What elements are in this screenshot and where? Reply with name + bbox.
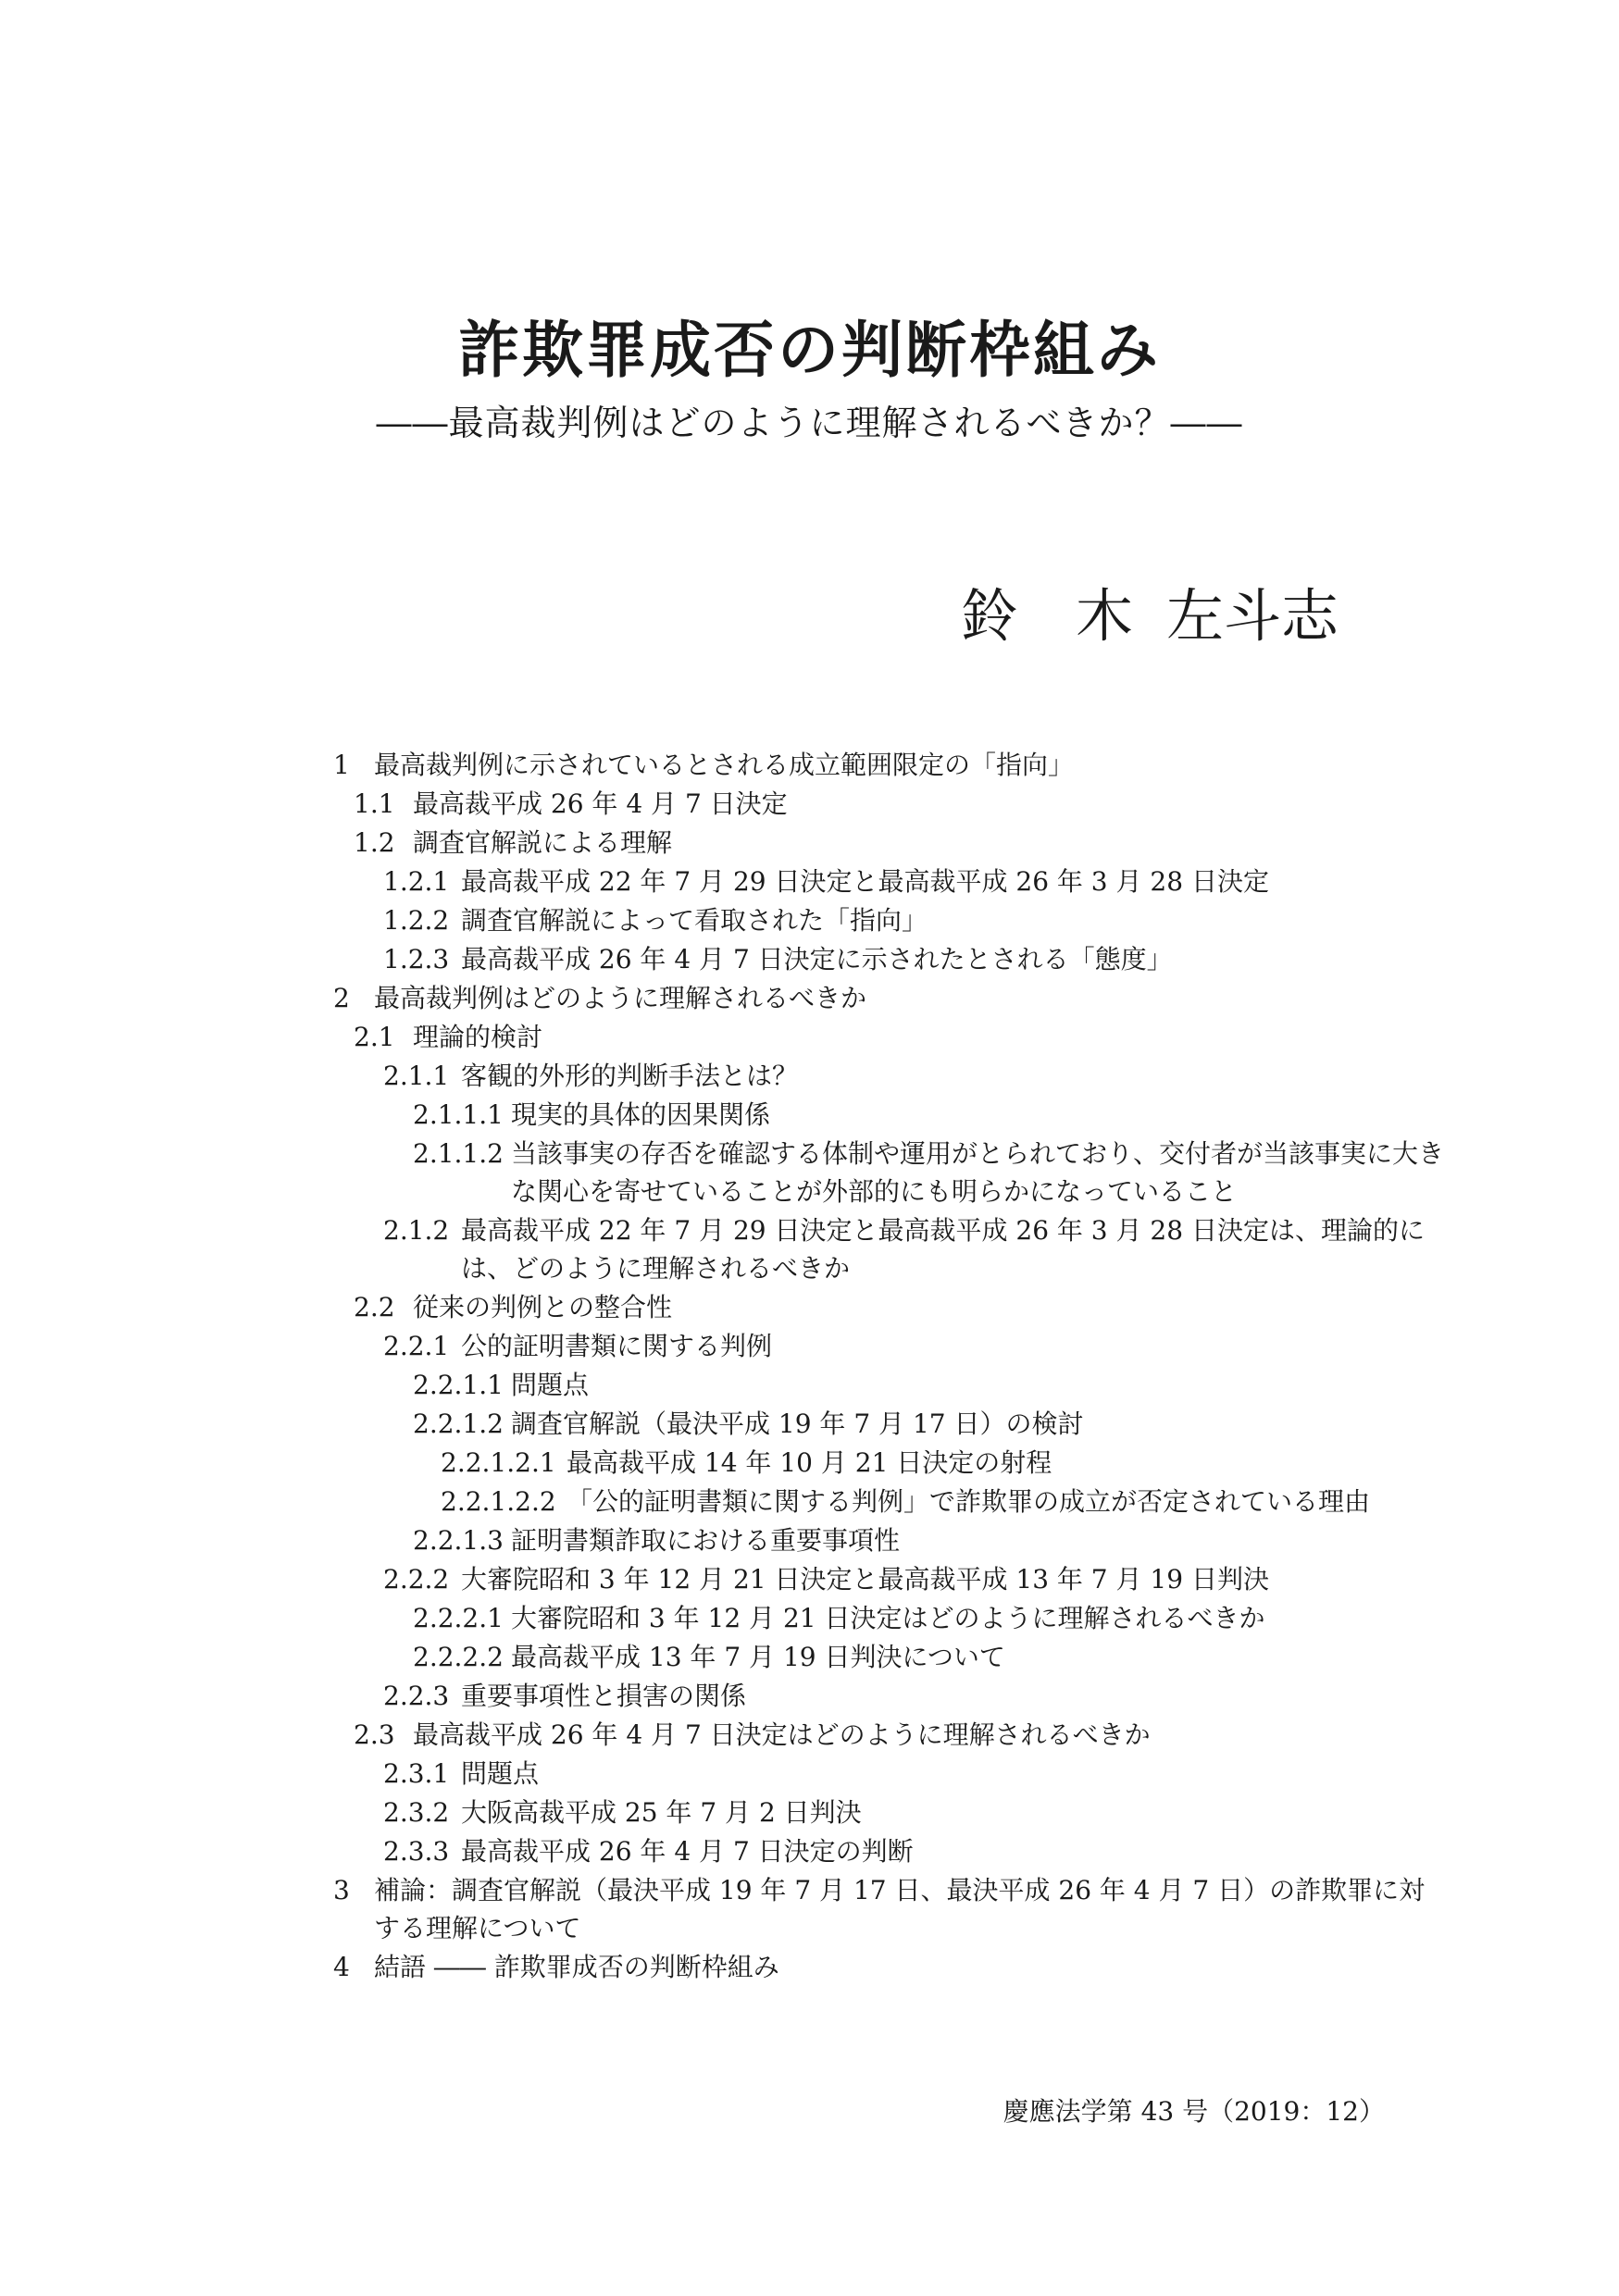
toc-text: 「公的証明書類に関する判例」で詐欺罪の成立が否定されている理由 [567, 1486, 1371, 1517]
toc-item [333, 940, 1444, 978]
toc-number: 2 [333, 983, 350, 1013]
toc-text: 問題点 [511, 1370, 590, 1400]
toc-item [333, 1057, 1444, 1095]
toc-item [333, 863, 1444, 900]
toc-number: 3 [333, 1875, 350, 1905]
toc-text: 公的証明書類に関する判例 [461, 1331, 773, 1361]
toc-number: 2.2.1 [383, 1331, 450, 1361]
toc-item [333, 1755, 1444, 1793]
toc-text: 最高裁平成 26 年 4 月 7 日決定 [413, 788, 788, 819]
toc-number: 2.2 [354, 1292, 395, 1322]
toc-item [333, 1135, 1444, 1210]
toc-text: 結語 ―― 詐欺罪成否の判断枠組み [374, 1952, 779, 1982]
toc-number: 2.2.1.2.2 [441, 1486, 556, 1517]
toc-text: 調査官解説による理解 [413, 827, 673, 858]
toc-item [333, 1444, 1444, 1482]
toc-number: 2.3.2 [383, 1797, 450, 1828]
toc-item [333, 1832, 1444, 1870]
toc-number: 2.1.1.1 [413, 1099, 504, 1130]
toc-item [333, 979, 1444, 1017]
toc-number: 4 [333, 1952, 350, 1982]
table-of-contents [333, 746, 1444, 1987]
toc-number: 2.2.2.2 [413, 1642, 504, 1672]
toc-item [333, 746, 1444, 784]
toc-number: 2.3.1 [383, 1758, 450, 1789]
toc-item [333, 1327, 1444, 1365]
toc-text: 調査官解説（最決平成 19 年 7 月 17 日）の検討 [511, 1409, 1084, 1439]
toc-item [333, 1560, 1444, 1598]
article-subtitle: ――最高裁判例はどのように理解されるべきか？―― [376, 403, 1243, 443]
toc-number: 2.2.1.2.1 [441, 1447, 556, 1478]
toc-number: 1 [333, 750, 350, 780]
toc-item [333, 1018, 1444, 1056]
toc-text: 最高裁判例に示されているとされる成立範囲限定の「指向」 [374, 750, 1075, 780]
toc-number: 1.2.1 [383, 866, 450, 897]
toc-text: 証明書類詐取における重要事項性 [511, 1525, 901, 1556]
toc-item [333, 1599, 1444, 1637]
toc-item [333, 1288, 1444, 1326]
toc-item [333, 1405, 1444, 1443]
toc-number: 2.1 [354, 1022, 395, 1052]
toc-number: 1.2 [354, 827, 395, 858]
toc-text: 大審院昭和 3 年 12 月 21 日決定と最高裁平成 13 年 7 月 19 日判決 [461, 1564, 1269, 1595]
toc-number: 2.2.1.1 [413, 1370, 504, 1400]
toc-text: 現実的具体的因果関係 [511, 1099, 771, 1130]
toc-text: 最高裁平成 22 年 7 月 29 日決定と最高裁平成 26 年 3 月 28 日決定は、理論的には、どのように理解されるべきか [461, 1215, 1425, 1284]
toc-item [333, 1483, 1444, 1520]
toc-text: 最高裁判例はどのように理解されるべきか [374, 983, 867, 1013]
author-family-name: 鈴 木 [960, 582, 1133, 650]
toc-item [333, 1096, 1444, 1134]
toc-text: 補論：調査官解説（最決平成 19 年 7 月 17 日、最決平成 26 年 4 月 7 日）の詐欺罪に対する理解について [374, 1875, 1426, 1943]
author-name [961, 581, 1339, 652]
toc-item [333, 901, 1444, 939]
toc-item [333, 1211, 1444, 1287]
toc-item [333, 824, 1444, 862]
toc-text: 大審院昭和 3 年 12 月 21 日決定はどのように理解されるべきか [511, 1603, 1265, 1633]
toc-text: 最高裁平成 13 年 7 月 19 日判決について [511, 1642, 1005, 1672]
toc-item [333, 1677, 1444, 1715]
toc-number: 1.1 [354, 788, 395, 819]
toc-number: 2.2.1.3 [413, 1525, 504, 1556]
toc-number: 2.2.1.2 [413, 1409, 504, 1439]
toc-number: 2.3 [354, 1719, 395, 1750]
journal-footer: 慶應法学第 43 号（2019：12） [1003, 2096, 1385, 2127]
toc-text: 最高裁平成 14 年 10 月 21 日決定の射程 [567, 1447, 1052, 1478]
toc-number: 1.2.2 [383, 905, 450, 936]
toc-item [333, 1871, 1444, 1947]
toc-item [333, 1638, 1444, 1676]
toc-text: 理論的検討 [413, 1022, 543, 1052]
toc-text: 重要事項性と損害の関係 [461, 1681, 747, 1711]
toc-text: 調査官解説によって看取された「指向」 [461, 905, 928, 936]
toc-number: 2.3.3 [383, 1836, 450, 1867]
author-given-name: 左斗志 [1165, 582, 1339, 650]
toc-text: 最高裁平成 26 年 4 月 7 日決定の判断 [461, 1836, 914, 1867]
toc-number: 1.2.3 [383, 944, 450, 974]
toc-number: 2.1.1 [383, 1061, 450, 1091]
toc-text: 最高裁平成 26 年 4 月 7 日決定はどのように理解されるべきか [413, 1719, 1151, 1750]
toc-item [333, 1948, 1444, 1986]
toc-item [333, 1793, 1444, 1831]
toc-item [333, 1521, 1444, 1559]
toc-number: 2.2.2 [383, 1564, 450, 1595]
toc-text: 当該事実の存否を確認する体制や運用がとられており、交付者が当該事実に大きな関心を寄せていることが外部的にも明らかになっていること [511, 1138, 1445, 1207]
toc-number: 2.2.2.1 [413, 1603, 504, 1633]
toc-item [333, 1716, 1444, 1754]
toc-number: 2.2.3 [383, 1681, 450, 1711]
toc-text: 従来の判例との整合性 [413, 1292, 673, 1322]
toc-text: 問題点 [461, 1758, 540, 1789]
toc-text: 大阪高裁平成 25 年 7 月 2 日判決 [461, 1797, 862, 1828]
toc-text: 最高裁平成 26 年 4 月 7 日決定に示されたとされる「態度」 [461, 944, 1173, 974]
toc-number: 2.1.2 [383, 1215, 450, 1246]
toc-text: 客観的外形的判断手法とは？ [461, 1061, 799, 1091]
article-title: 詐欺罪成否の判断枠組み [458, 314, 1161, 386]
toc-item [333, 785, 1444, 823]
toc-text: 最高裁平成 22 年 7 月 29 日決定と最高裁平成 26 年 3 月 28 日決定 [461, 866, 1269, 897]
toc-item [333, 1366, 1444, 1404]
toc-number: 2.1.1.2 [413, 1138, 504, 1169]
